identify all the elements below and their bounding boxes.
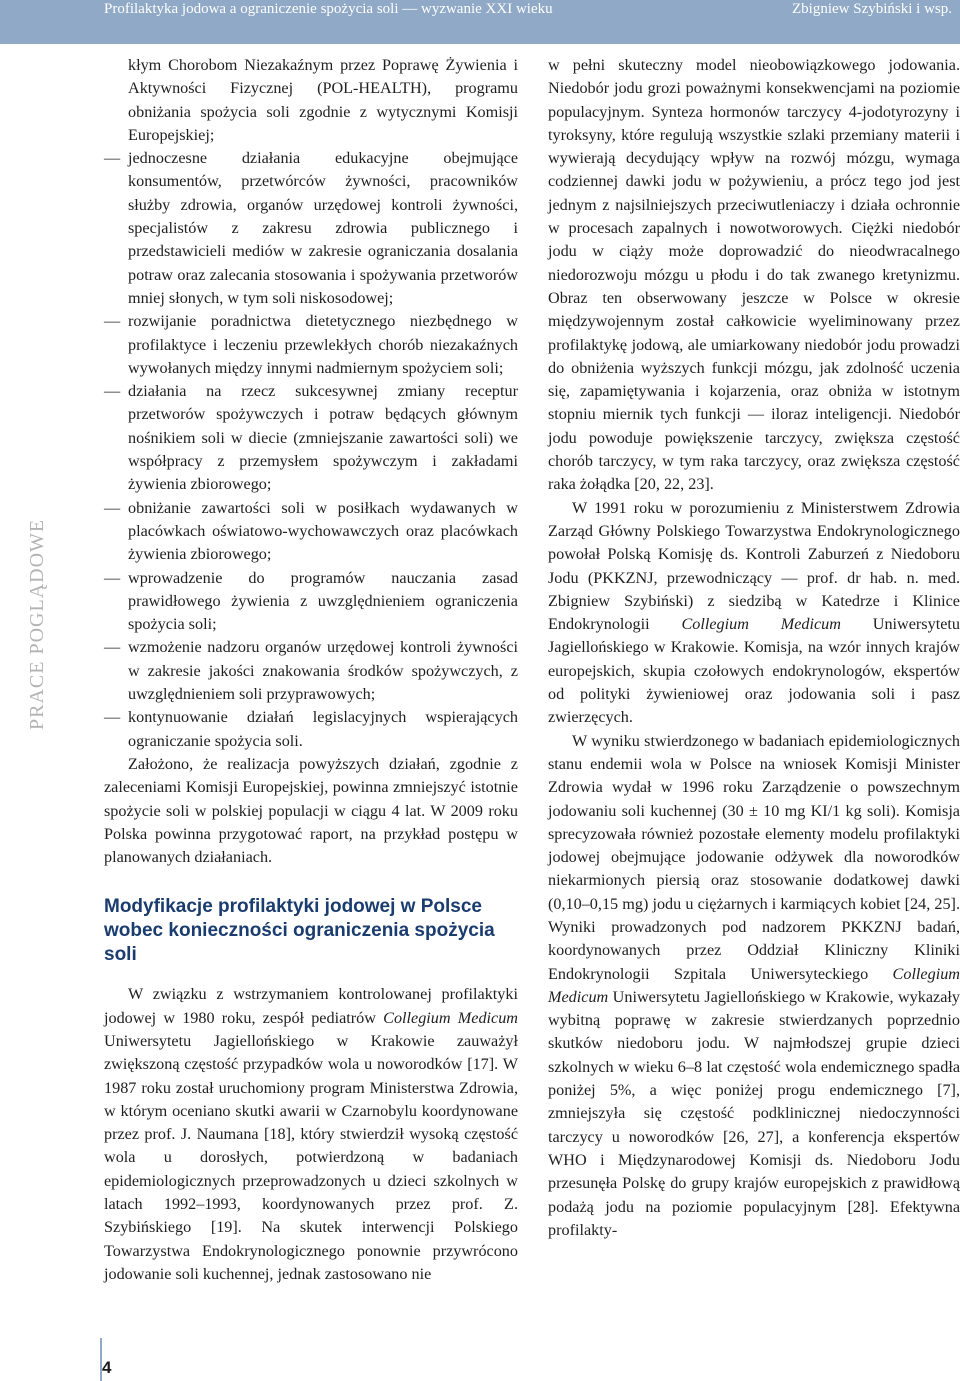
italic-run: Collegium Medicum: [681, 615, 841, 634]
body-paragraph: w pełni skuteczny model nieobowiązkowego jodowania. Niedobór jodu grozi poważnymi konsekwencjami na poziomie populacyjnym. Synteza hormonów tarczycy 4-jodotyrozyny i tyroksyny, które regulują wszystkie szlaki przemiany materii i wywierają decydujący wpływ na rozwój mózgu, wymaga codziennej dawki jodu w pożywieniu, a prócz tego jod jest jednym z najsilniejszych przeciwutleniaczy i działa ochronnie w procesach zapalnych i nowotworowych. Ciężki niedobór jodu w ciąży może doprowadzić do nieodwracalnego niedorozwoju mózgu u płodu i do tak zwanego kretynizmu. Obraz ten obserwowany jeszcze w Polsce w okresie międzywojennym został całkowicie wyeliminowany przez profilaktykę jodową, ale umiarkowany niedobór jodu prowadzi do obniżenia wyższych funkcji mózgu, jak zdolność uczenia się, zapamiętywania i kojarzenia, oraz obniża w istotnym stopniu miernik tych funkcji — iloraz inteligencji. Niedobór jodu powoduje powiększenie tarczycy, zwiększa częstość chorób tarczycy, w tym raka tarczycy, oraz zwiększa częstość raka żołądka [20, 22, 23].: [548, 56, 960, 494]
dash-marker: [104, 380, 120, 403]
closing-paragraph: Założono, że realizacja powyższych działań, zgodnie z zaleceniami Komisji Europejskiej, powinna zmniejszyć istotnie spożycie soli w polskiej populacji w ciągu 4 lat. W 2009 roku Polska powinna przygotować raport, na przykład postępu w planowanych działaniach.: [104, 754, 518, 867]
dash-marker: [104, 310, 120, 333]
bullet-text: działania na rzecz sukcesywnej zmiany receptur przetworów spożywczych i potraw będących głównym nośnikiem soli w diecie (zmniejszanie zawartości soli) we współpracy z przemysłem spożywczym i zakładami żywienia zbiorowego;: [128, 382, 518, 494]
right-column: [548, 54, 960, 1242]
bullet-item: [104, 706, 518, 753]
bullet-text: jednoczesne działania edukacyjne obejmujące konsumentów, przetwórców żywności, pracowników służby zdrowia, organów urzędowej kontroli żywności, specjalistów z zakresu zdrowia publicznego i przedstawicieli mediów w zakresie ograniczania dosalania potraw oraz zalecania stosowania i spożywania przetworów mniej słonych, w tym soli niskosodowej;: [128, 149, 518, 307]
dash-marker: [104, 567, 120, 590]
running-title: Profilaktyka jodowa a ograniczenie spożycia soli — wyzwanie XXI wieku: [104, 1, 553, 17]
bullet-item: [104, 497, 518, 567]
bullet-item: [104, 147, 518, 310]
text-run: W 1991 roku w porozumieniu z Ministerstwem Zdrowia Zarząd Główny Polskiego Towarzystwa Endokrynologicznego powołał Polską Komisję ds. Kontroli Zaburzeń z Niedoboru Jodu (PKKZNJ, przewodniczący — prof. dr hab. n. med. Zbigniew Szybiński) z siedzibą w Katedrze i Klinice Endokrynologii: [548, 498, 960, 634]
text-run: Uniwersytetu Jagiellońskiego w Krakowie, wykazały wybitną poprawę w zakresie stwierdzanych poprzednio skutków niedoboru jodu. W najmłodszej grupie dzieci szkolnych w wieku 6–8 lat częstość wola endemicznego spadła poniżej 5%, a więc poniżej progu endemicznego [7], zmniejszyła się częstość podklinicznej niedoczynności tarczycy u noworodków [26, 27], a konferencja ekspertów WHO i Międzynarodowej Komisji ds. Niedoboru Jodu przesunęła Polskę do grupy krajów europejskich z prawidłową podażą jodu na poziomie populacyjnym [28]. Efektywna profilakty-: [548, 987, 960, 1239]
running-author: Zbigniew Szybiński i wsp.: [792, 1, 952, 17]
text-run: W związku z wstrzymaniem kontrolowanej profilaktyki jodowej w 1980 roku, zespół pediatrów: [104, 985, 518, 1027]
bullet-text: wzmożenie nadzoru organów urzędowej kontroli żywności w zakresie jakości znakowania środków spożywczych, z uwzględnieniem soli przyprawowych;: [128, 638, 518, 704]
dash-marker: [104, 147, 120, 170]
body-paragraph: [548, 497, 960, 730]
bullet-text: obniżanie zawartości soli w posiłkach wydawanych w placówkach oświatowo-wychowawczych oraz placówkach żywienia zbiorowego;: [128, 498, 518, 564]
italic-run: Collegium Medicum: [383, 1008, 519, 1027]
section-label: PRACE POGLĄDOWE: [26, 518, 48, 730]
bullet-text: rozwijanie poradnictwa dietetycznego niezbędnego w profilaktyce i leczeniu przewlekłych chorób niezakaźnych wywołanych między innymi nadmiernym spożyciem soli;: [128, 312, 518, 377]
section-paragraph: [104, 983, 518, 1286]
section-sidebar: [0, 520, 80, 740]
section-heading: Modyfikacje profilaktyki jodowej w Polsce wobec konieczności ograniczenia spożycia soli: [104, 896, 495, 966]
running-header: [0, 0, 960, 44]
dash-marker: [104, 636, 120, 659]
text-run: Uniwersytetu Jagiellońskiego w Krakowie. Komisja, na wzór innych krajów europejskich, skupia czołowych endokrynologów, ekspertów od polityki żywieniowej oraz jodowania soli i pasz zwierzęcych.: [548, 615, 960, 727]
bullet-text: kontynuowanie działań legislacyjnych wspierających ograniczanie spożycia soli.: [128, 708, 518, 750]
text-run: W wyniku stwierdzonego w badaniach epidemiologicznych stanu endemii wola w Polsce na wniosek Komisji Minister Zdrowia wydał w 1996 roku Zarządzenie o powszechnym jodowaniu soli kuchennej (30 ± 10 mg KI/1 kg soli). Komisja sprecyzowała również pozostałe elementy modelu profilaktyki jodowej obejmujące jodowanie odżywek dla noworodków niekarmionych piersią oraz stosowanie dodatkowej dawki (0,10–0,15 mg) jodu u ciężarnych i karmiących kobiet [24, 25]. Wyniki prowadzonych pod nadzorem PKKZNJ badań, koordynowanych przez Oddział Kliniczny Kliniki Endokrynologii Szpitala Uniwersyteckiego: [548, 731, 960, 983]
italic-run: Collegium Medicum: [548, 964, 960, 1006]
bullet-item: [104, 636, 518, 706]
dash-marker: [104, 706, 120, 729]
left-column: [104, 54, 518, 1286]
bullet-text: wprowadzenie do programów nauczania zasad prawidłowego żywienia z uwzględnieniem ograniczenia spożycia soli;: [128, 568, 518, 634]
intro-paragraph: kłym Chorobom Niezakaźnym przez Poprawę Żywienia i Aktywności Fizycznej (POL-HEALTH), programu obniżania spożycia soli zgodnie z wytycznymi Komisji Europejskiej;: [128, 56, 518, 144]
bullet-item: [104, 380, 518, 496]
bullet-item: [104, 310, 518, 380]
dash-marker: [104, 497, 120, 520]
page-number: 4: [102, 1358, 112, 1377]
text-run: Uniwersytetu Jagiellońskiego w Krakowie zauważył zwiększoną częstość przypadków wola u noworodków [17]. W 1987 roku został uruchomiony program Ministerstwa Zdrowia, w którym oceniano skutki awarii w Czarnobylu koordynowane przez prof. J. Naumana [18], który stwierdził wysoką częstość wola u dorosłych, potwierdzoną w badaniach epidemiologicznych przeprowadzonych u dzieci szkolnych w latach 1992–1993, koordynowanych przez prof. Z. Szybińskiego [19]. Na skutek interwencji Polskiego Towarzystwa Endokrynologicznego ponownie przywrócono jodowanie soli kuchennej, jednak zastosowano nie: [104, 1031, 518, 1283]
body-paragraph: [548, 730, 960, 1243]
bullet-item: [104, 567, 518, 637]
